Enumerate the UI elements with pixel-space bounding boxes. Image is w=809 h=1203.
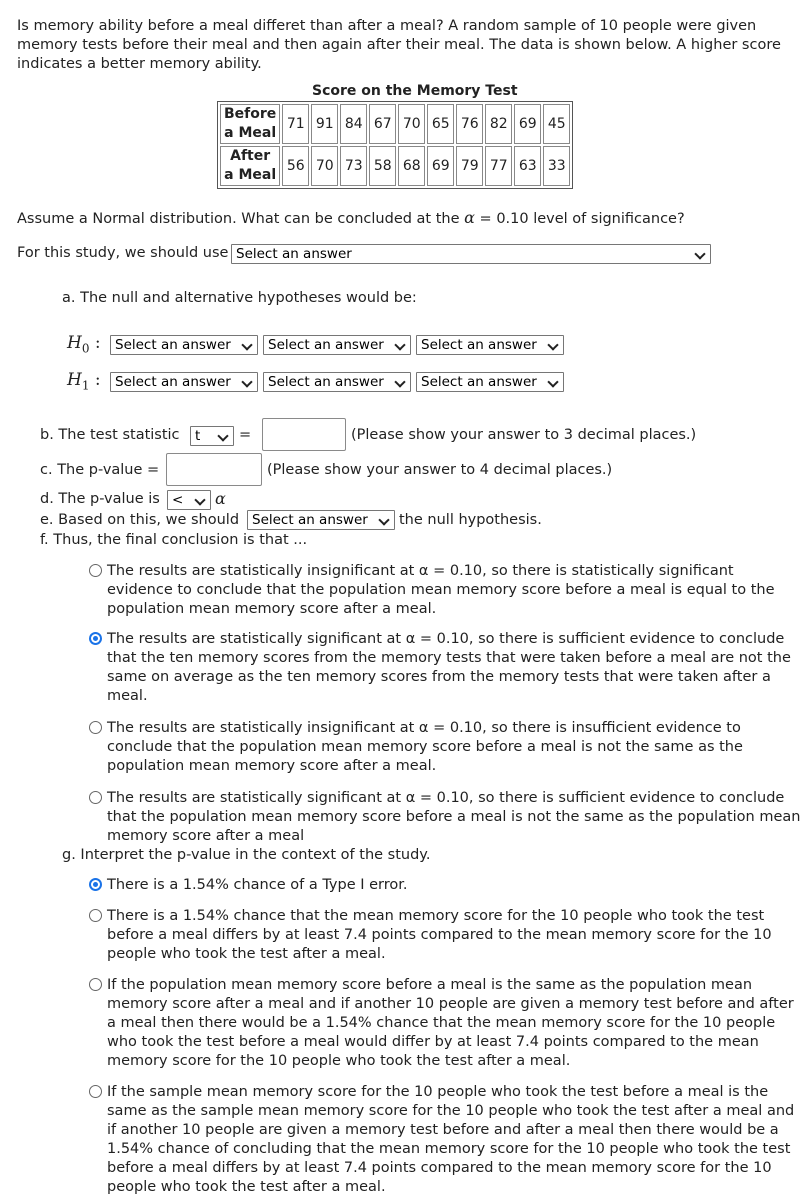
row-label-before: Before a Meal — [220, 104, 280, 144]
interpret-radio-1[interactable] — [89, 878, 102, 891]
table-cell: 84 — [340, 104, 367, 144]
row-label-after: After a Meal — [220, 146, 280, 186]
table-cell: 71 — [282, 104, 309, 144]
intro-text — [17, 17, 781, 74]
interpret-radio-4[interactable] — [89, 1085, 102, 1098]
chevron-down-icon — [241, 376, 252, 387]
conclusion-option-2: The results are statistically significant at α = 0.10, so there is sufficient evidence to conclude that the ten memory scores from the memory tests that were taken before a meal are not the same on average as the ten memory scores from the memory tests that were taken after a meal. — [107, 631, 791, 704]
alpha-symbol: α — [464, 208, 475, 227]
part-g-label: g. Interpret the p-value in the context of the study. — [62, 847, 431, 863]
h0-value-select[interactable]: Select an answer — [416, 335, 564, 355]
part-c-note: (Please show your answer to 4 decimal places.) — [267, 462, 613, 478]
test-statistic-input[interactable] — [262, 418, 346, 451]
p-value-compare-select[interactable]: < — [167, 490, 211, 510]
chevron-down-icon — [694, 248, 705, 259]
table-cell: 65 — [427, 104, 454, 144]
study-use-label: For this study, we should use — [17, 245, 229, 261]
table-cell: 69 — [514, 104, 541, 144]
part-a-label: a. The null and alternative hypotheses would be: — [62, 290, 417, 306]
h1-label: $H_1$ : — [67, 370, 101, 393]
chevron-down-icon — [547, 339, 558, 350]
interpret-radio-3[interactable] — [89, 978, 102, 991]
conclusion-radio-4[interactable] — [89, 791, 102, 804]
conclusion-radio-1[interactable] — [89, 564, 102, 577]
h1-value-select[interactable]: Select an answer — [416, 372, 564, 392]
table-cell: 82 — [485, 104, 512, 144]
chevron-down-icon — [547, 376, 558, 387]
decision-select[interactable]: Select an answer — [247, 510, 395, 530]
interpret-option-2: There is a 1.54% chance that the mean memory score for the 10 people who took the test before a meal differs by at least 7.4 points compared to the mean memory score for the 10 people who took the test after a meal. — [107, 908, 772, 962]
test-statistic-select[interactable]: t — [190, 426, 234, 446]
table-cell: 69 — [427, 146, 454, 186]
table-cell: 33 — [543, 146, 570, 186]
interpret-option-1: There is a 1.54% chance of a Type I error. — [107, 877, 408, 893]
table-cell: 67 — [369, 104, 396, 144]
chevron-down-icon — [394, 339, 405, 350]
conclusion-option-1: The results are statistically insignificant at α = 0.10, so there is statistically significant evidence to conclude that the population mean memory score before a meal is equal to the population mean memory score after a meal. — [107, 563, 775, 617]
score-table — [217, 101, 573, 189]
study-type-select[interactable]: Select an answer — [231, 244, 711, 264]
part-f-label: f. Thus, the final conclusion is that ... — [40, 532, 308, 548]
h0-operator-select[interactable]: Select an answer — [263, 335, 411, 355]
table-title: Score on the Memory Test — [312, 83, 518, 99]
table-cell: 68 — [398, 146, 425, 186]
interpret-option-4: If the sample mean memory score for the 10 people who took the test before a meal is the same as the sample mean memory score for the 10 people who took the test after a meal and if another 10 people are given a memory test before and after a meal then there would be a 1.54% chance of concluding that the mean memory score for the 10 people who took the test before a meal differs by at least 7.4 points compared to the mean memory score for the 10 people who took the test after a meal. — [107, 1084, 795, 1195]
score-table-wrap — [217, 101, 573, 189]
chevron-down-icon — [241, 339, 252, 350]
table-cell: 45 — [543, 104, 570, 144]
intro-line: memory tests before their meal and then again after their meal. The data is shown below. A higher score — [17, 37, 781, 53]
chevron-down-icon — [194, 494, 205, 505]
table-cell: 70 — [398, 104, 425, 144]
table-cell: 70 — [311, 146, 338, 186]
conclusion-radio-2[interactable] — [89, 632, 102, 645]
part-e-suffix: the null hypothesis. — [399, 512, 542, 528]
conclusion-option-4: The results are statistically significant at α = 0.10, so there is sufficient evidence to conclude that the population mean memory score before a meal is not the same as the population mean memory score after a meal — [107, 790, 801, 844]
h0-label: $H_0$ : — [67, 333, 101, 356]
conclusion-radio-3[interactable] — [89, 721, 102, 734]
table-cell: 79 — [456, 146, 483, 186]
part-b-note: (Please show your answer to 3 decimal places.) — [351, 427, 697, 443]
chevron-down-icon — [394, 376, 405, 387]
part-e-label: e. Based on this, we should — [40, 512, 240, 528]
table-row-after — [220, 146, 570, 186]
table-row-before — [220, 104, 570, 144]
table-cell: 58 — [369, 146, 396, 186]
interpret-radio-2[interactable] — [89, 909, 102, 922]
assume-text: Assume a Normal distribution. What can be concluded at the α = 0.10 level of significance? — [17, 208, 685, 227]
intro-line: Is memory ability before a meal differet than after a meal? A random sample of 10 people were given — [17, 18, 757, 34]
table-cell: 76 — [456, 104, 483, 144]
conclusion-option-3: The results are statistically insignificant at α = 0.10, so there is insufficient evidence to conclude that the population mean memory score before a meal is not the same as the population mean memory score after a meal. — [107, 720, 743, 774]
table-cell: 91 — [311, 104, 338, 144]
chevron-down-icon — [378, 514, 389, 525]
part-c-label: c. The p-value = — [40, 462, 160, 478]
table-cell: 63 — [514, 146, 541, 186]
table-cell: 77 — [485, 146, 512, 186]
p-value-input[interactable] — [166, 453, 262, 486]
alpha-symbol: α — [215, 489, 226, 508]
h1-parameter-select[interactable]: Select an answer — [110, 372, 258, 392]
h1-operator-select[interactable]: Select an answer — [263, 372, 411, 392]
table-cell: 56 — [282, 146, 309, 186]
h0-parameter-select[interactable]: Select an answer — [110, 335, 258, 355]
interpret-option-3: If the population mean memory score before a meal is the same as the population mean memory score after a meal and if another 10 people are given a memory test before and after a meal then there would be a 1.54% chance that the mean memory score for the 10 people who took the test before a meal would differ by at least 7.4 points compared to the mean memory score for the 10 people who took the test after a meal. — [107, 977, 794, 1069]
part-b-label: b. The test statistic — [40, 427, 180, 443]
table-cell: 73 — [340, 146, 367, 186]
part-d-label: d. The p-value is — [40, 491, 160, 507]
chevron-down-icon — [217, 430, 228, 441]
intro-line: indicates a better memory ability. — [17, 56, 262, 72]
equals-sign: = — [239, 427, 252, 443]
